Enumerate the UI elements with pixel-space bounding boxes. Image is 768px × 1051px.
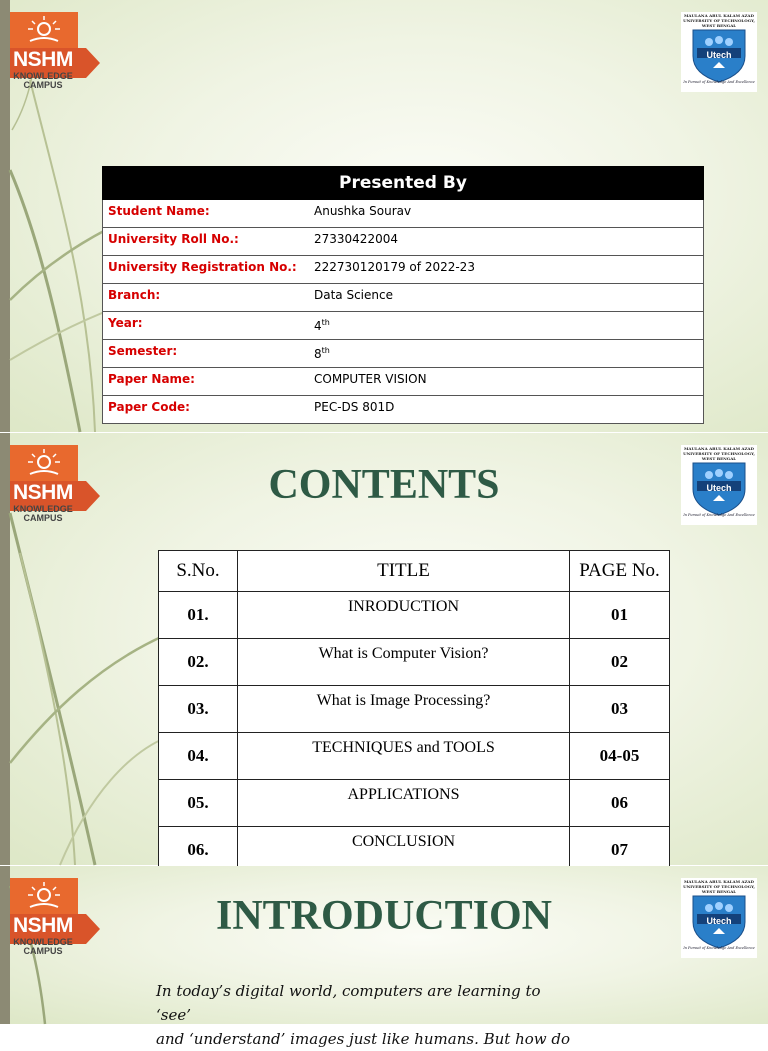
table-row: 02. What is Computer Vision? 02 xyxy=(159,639,670,686)
table-row: University Registration No.: 222730120179 of 2022-23 xyxy=(102,256,704,284)
sun-book-icon xyxy=(24,15,64,47)
nshm-wordmark: NSHM xyxy=(13,914,73,937)
slide-presented-by xyxy=(0,0,768,432)
table-row: 01. INRODUCTION 01 xyxy=(159,592,670,639)
table-row: Branch: Data Science xyxy=(102,284,704,312)
presented-by-table xyxy=(102,166,704,424)
table-row: 04. TECHNIQUES and TOOLS 04-05 xyxy=(159,733,670,780)
introduction-title: INTRODUCTION xyxy=(215,893,553,939)
table-row: 03. What is Image Processing? 03 xyxy=(159,686,670,733)
utech-logo: MAULANA ABUL KALAM AZAD UNIVERSITY OF TECHNOLOGY, WEST BENGAL Utech In Pursuit of Knowledge And Excellence xyxy=(681,445,757,525)
table-row: 05. APPLICATIONS 06 xyxy=(159,780,670,827)
nshm-wordmark: NSHM xyxy=(13,481,73,504)
contents-table xyxy=(158,550,670,874)
nshm-wordmark: NSHM xyxy=(13,48,73,71)
presented-by-heading: Presented By xyxy=(102,166,704,200)
table-row: Paper Name: COMPUTER VISION xyxy=(102,368,704,396)
nshm-logo xyxy=(10,12,102,90)
table-header-row: S.No. TITLE PAGE No. xyxy=(159,551,670,592)
table-row: University Roll No.: 27330422004 xyxy=(102,228,704,256)
utech-logo: MAULANA ABUL KALAM AZAD UNIVERSITY OF TECHNOLOGY, WEST BENGAL Utech In Pursuit of Knowledge And Excellence xyxy=(681,12,757,92)
slide-contents xyxy=(0,433,768,865)
table-row: 06. CONCLUSION 07 xyxy=(159,827,670,874)
table-row: Semester: 8th xyxy=(102,340,704,368)
table-row: Year: 4th xyxy=(102,312,704,340)
introduction-text: In today’s digital world, computers are learning to ‘see’ and ‘understand’ images just like humans. But how do xyxy=(156,982,571,1048)
nshm-subtitle: KNOWLEDGE CAMPUS xyxy=(13,937,73,956)
table-row: Paper Code: PEC-DS 801D xyxy=(102,396,704,424)
contents-title: CONTENTS xyxy=(268,462,500,508)
nshm-subtitle: KNOWLEDGE CAMPUS xyxy=(13,504,73,523)
utech-logo: MAULANA ABUL KALAM AZAD UNIVERSITY OF TECHNOLOGY, WEST BENGAL Utech In Pursuit of Knowledge And Excellence xyxy=(681,878,757,958)
table-row: Student Name: Anushka Sourav xyxy=(102,200,704,228)
slide-introduction xyxy=(0,866,768,1048)
nshm-subtitle: KNOWLEDGE CAMPUS xyxy=(13,71,73,90)
